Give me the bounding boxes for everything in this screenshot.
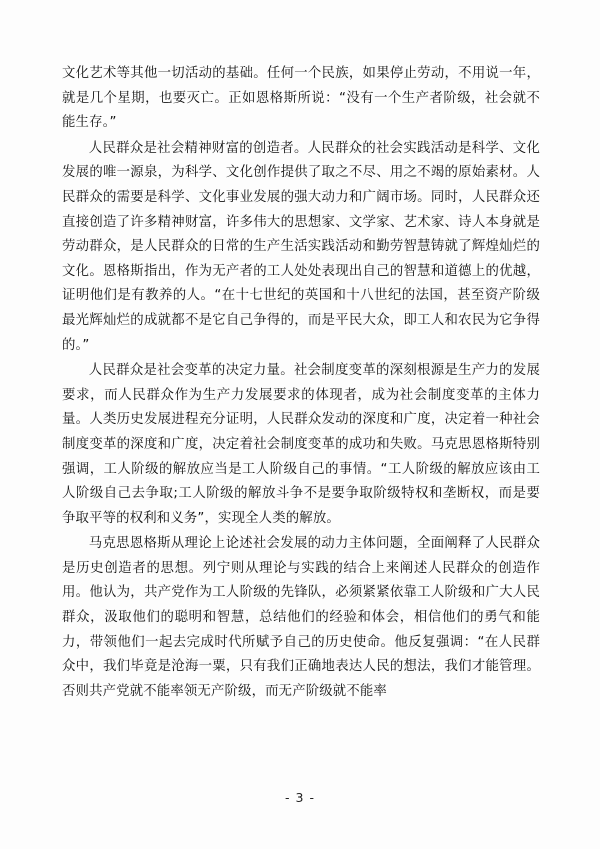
paragraph: 人民群众是社会精神财富的创造者。人民群众的社会实践活动是科学、文化发展的唯一源泉，为科学、文化创作提供了取之不尽、用之不竭的原始素材。人民群众的需要是科学、文化事业发展的强大动力和广阔市场。同时，人民群众还直接创造了许多精神财富，许多伟大的思想家、文学家、艺术家、诗人本身就是劳动群众，是人民群众的日常的生产生活实践活动和勤劳智慧铸就了辉煌灿烂的文化。恩格斯指出，作为无产者的工人处处表现出自己的智慧和道德上的优越，证明他们是有教养的人。“在十七世纪的英国和十八世纪的法国，甚至资产阶级最光辉灿烂的成就都不是它自己争得的，而是平民大众，即工人和农民为它争得的。” (62, 140, 540, 353)
page-body-text (62, 62, 540, 705)
paragraph: 人民群众是社会变革的决定力量。社会制度变革的深刻根源是生产力的发展要求，而人民群众作为生产力发展要求的体现者，成为社会制度变革的主体力量。人类历史发展进程充分证明，人民群众发动的深度和广度，决定着一种社会制度变革的深度和广度，决定着社会制度变革的成功和失败。马克思恩格斯特别强调，工人阶级的解放应当是工人阶级自己的事情。“工人阶级的解放应该由工人阶级自己去争取;工人阶级的解放斗争不是要争取阶级特权和垄断权，而是要争取平等的权利和义务”，实现全人类的解放。 (62, 363, 540, 526)
paragraph: 马克思恩格斯从理论上论述社会发展的动力主体问题，全面阐释了人民群众是历史创造者的思想。列宁则从理论与实践的结合上来阐述人民群众的创造作用。他认为，共产党作为工人阶级的先锋队，必须紧紧依靠工人阶级和广大人民群众，汲取他们的聪明和智慧，总结他们的经验和体会，相信他们的勇气和能力，带领他们一起去完成时代所赋予自己的历史使命。他反复强调：“在人民群众中，我们毕竟是沧海一粟，只有我们正确地表达人民的想法，我们才能管理。否则共产党就不能率领无产阶级，而无产阶级就不能率 (62, 536, 540, 699)
page-number: - 3 - (285, 790, 315, 805)
paragraph: 文化艺术等其他一切活动的基础。任何一个民族，如果停止劳动，不用说一年，就是几个星期，也要灭亡。正如恩格斯所说：“没有一个生产者阶级，社会就不能生存。” (62, 66, 540, 131)
